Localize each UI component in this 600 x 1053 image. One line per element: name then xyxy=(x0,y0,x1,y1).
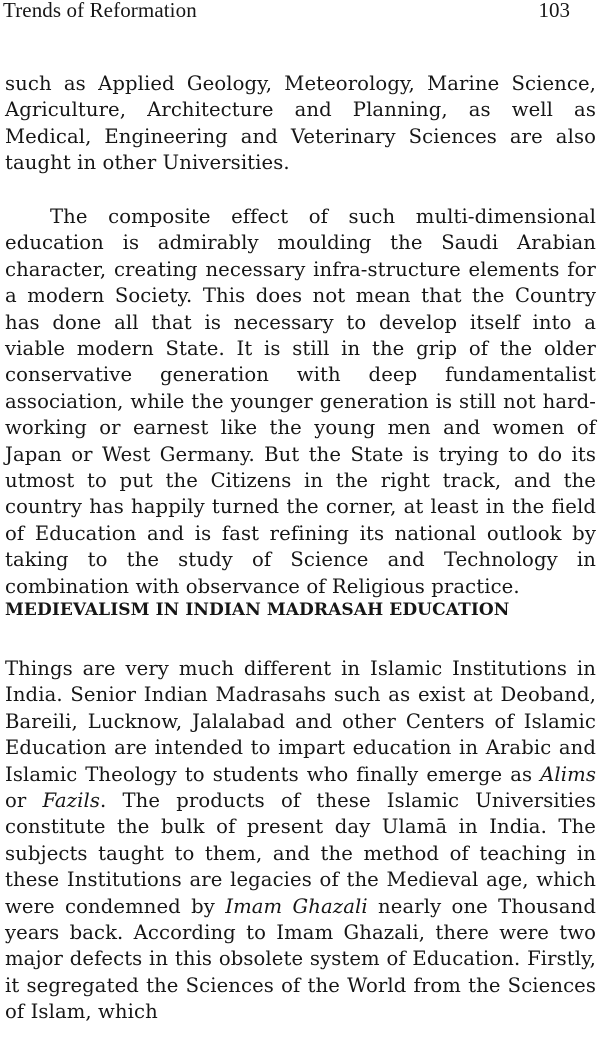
text-run: Things are very much different in Islamic Institutions in India. Senior Indian Madrasahs such as exist at Deoband, Bareili, Lucknow, Jalalabad and other Centers of Islamic Education are intended to impart education in Arabic and Islamic Theology to students who finally emerge as xyxy=(5,657,596,786)
italic-term-imam-ghazali: Imam Ghazali xyxy=(225,894,368,918)
section-heading: MEDIEVALISM IN INDIAN MADRASAH EDUCATION xyxy=(5,600,510,620)
text-run: . The products of these Islamic Universities constitute the bulk of present day Ulamā in India. The subjects taught to them, and the method of teaching in these Institutions are legacies of the Medieval age, which were condemned by xyxy=(5,789,596,918)
text-run: nearly one Thousand years back. According to Imam Ghazali, there were two major defects in this obsolete system of Education. Firstly, it segregated the Sciences of the World from the Sciences of Islam, which xyxy=(5,894,596,1024)
paragraph-continuation: such as Applied Geology, Meteorology, Marine Science, Agriculture, Architecture and Planning, as well as Medical, Engineering and Veterinary Sciences are also taught in other Universities. xyxy=(5,72,596,175)
italic-term-fazils: Fazils xyxy=(42,789,100,813)
italic-term-alims: Alims xyxy=(540,762,596,786)
paragraph-madrasah xyxy=(5,656,596,1026)
running-title: Trends of Reformation xyxy=(3,0,197,22)
paragraph-composite-effect: The composite effect of such multi-dimensional education is admirably moulding the Saudi Arabian character, creating necessary infra-structure elements for a modern Society. This does not mean that the Country has done all that is necessary to develop itself into a viable modern State. It is still in the grip of the older conservative generation with deep fundamentalist association, while the younger generation is still not hard-working or earnest like the young men and women of Japan or West Germany. But the State is trying to do its utmost to put the Citizens in the right track, and the country has happily turned the corner, at least in the field of Education and is fast refining its national outlook by taking to the study of Science and Technology in combination with observance of Religious practice. xyxy=(5,205,596,598)
page-header xyxy=(0,0,600,24)
text-run: or xyxy=(5,789,43,813)
page-number: 103 xyxy=(538,0,570,22)
